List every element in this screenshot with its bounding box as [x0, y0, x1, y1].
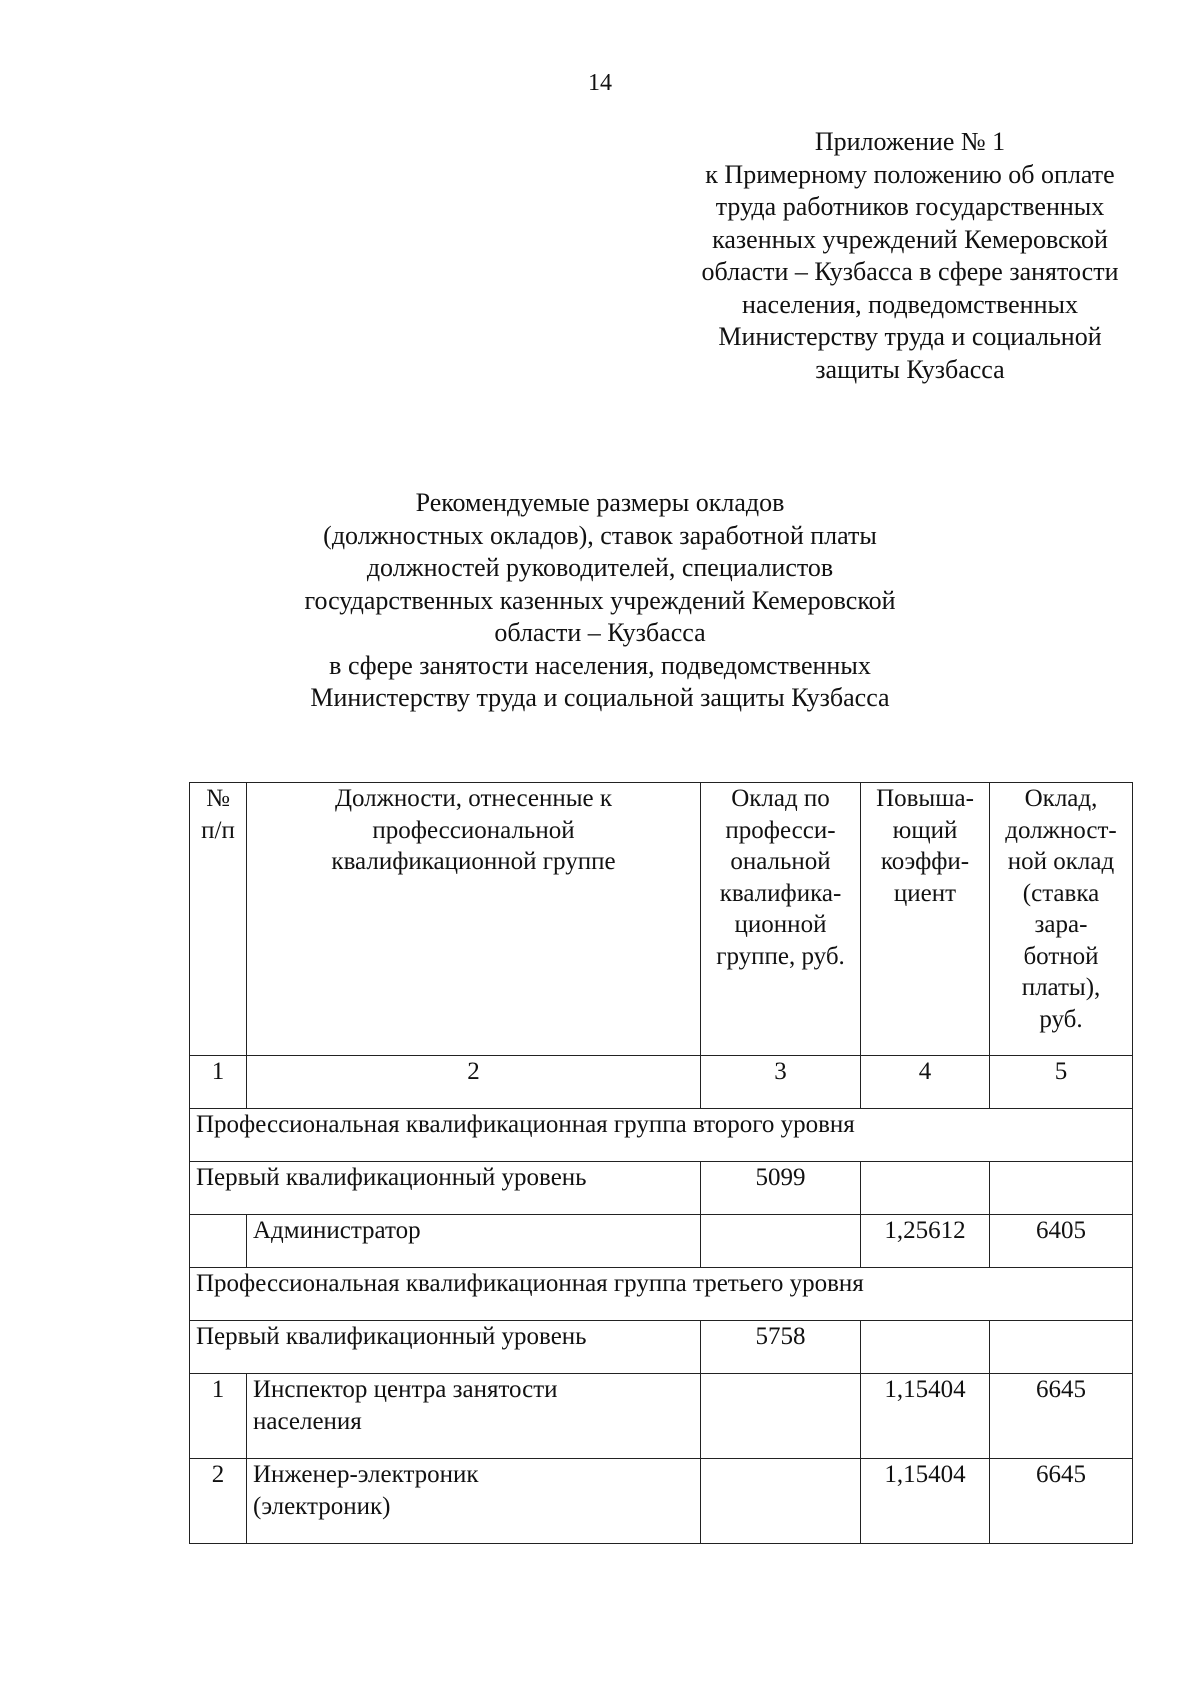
level-label: Первый квалификационный уровень	[190, 1162, 701, 1215]
group-title-row	[190, 1109, 1133, 1162]
column-number-row	[190, 1056, 1133, 1109]
empty-cell	[701, 1459, 861, 1544]
level-salary: 5099	[701, 1162, 861, 1215]
title-line: должностей руководителей, специалистов	[366, 553, 834, 582]
header-final-salary: Оклад, должност- ной оклад (ставка зара- ботной платы), руб.	[990, 783, 1133, 1056]
column-number: 5	[990, 1056, 1133, 1109]
header-coefficient: Повыша- ющий коэффи- циент	[861, 783, 990, 1056]
title-line: области – Кузбасса	[494, 618, 706, 647]
appendix-line: казенных учреждений Кемеровской	[712, 224, 1108, 254]
appendix-line: Приложение № 1	[814, 127, 1006, 156]
group-title: Профессиональная квалификационная группа второго уровня	[190, 1109, 1133, 1162]
appendix-line: защиты Кузбасса	[815, 354, 1005, 384]
row-salary: 6645	[990, 1459, 1133, 1544]
table-row	[190, 1374, 1133, 1459]
group-title: Профессиональная квалификационная группа третьего уровня	[190, 1268, 1133, 1321]
empty-cell	[861, 1162, 990, 1215]
title-line: в сфере занятости населения, подведомственных	[329, 650, 871, 680]
empty-cell	[701, 1215, 861, 1268]
appendix-header	[660, 126, 1160, 386]
title-line: Министерству труда и социальной защиты Кузбасса	[310, 683, 890, 712]
empty-cell	[701, 1374, 861, 1459]
row-position: Инспектор центра занятости населения	[247, 1374, 701, 1459]
empty-cell	[990, 1162, 1133, 1215]
table-header-row	[190, 783, 1133, 1056]
group-title-row	[190, 1268, 1133, 1321]
salary-table	[189, 782, 1133, 1544]
row-number	[190, 1215, 247, 1268]
document-title	[0, 487, 1200, 715]
header-base-salary: Оклад по професси- ональной квалифика- ционной группе, руб.	[701, 783, 861, 1056]
row-salary: 6405	[990, 1215, 1133, 1268]
title-line: Рекомендуемые размеры окладов	[415, 488, 785, 517]
appendix-line: труда работников государственных	[715, 192, 1105, 221]
row-number: 2	[190, 1459, 247, 1544]
column-number: 1	[190, 1056, 247, 1109]
level-row	[190, 1162, 1133, 1215]
column-number: 2	[247, 1056, 701, 1109]
column-number: 4	[861, 1056, 990, 1109]
level-row	[190, 1321, 1133, 1374]
page-number: 14	[588, 70, 612, 96]
header-positions: Должности, отнесенные к профессиональной квалификационной группе	[247, 783, 701, 1056]
row-coefficient: 1,15404	[861, 1459, 990, 1544]
row-coefficient: 1,15404	[861, 1374, 990, 1459]
row-coefficient: 1,25612	[861, 1215, 990, 1268]
empty-cell	[990, 1321, 1133, 1374]
row-position: Инженер-электроник (электроник)	[247, 1459, 701, 1544]
table-row	[190, 1215, 1133, 1268]
level-label: Первый квалификационный уровень	[190, 1321, 701, 1374]
appendix-line: Министерству труда и социальной	[718, 322, 1102, 351]
empty-cell	[861, 1321, 990, 1374]
row-salary: 6645	[990, 1374, 1133, 1459]
appendix-line: области – Кузбасса в сфере занятости	[701, 257, 1119, 286]
table-row	[190, 1459, 1133, 1544]
row-position: Администратор	[247, 1215, 701, 1268]
appendix-line: населения, подведомственных	[742, 289, 1078, 319]
level-salary: 5758	[701, 1321, 861, 1374]
title-line: государственных казенных учреждений Кемеровской	[304, 585, 896, 615]
header-number: № п/п	[190, 783, 247, 1056]
row-number: 1	[190, 1374, 247, 1459]
column-number: 3	[701, 1056, 861, 1109]
title-line: (должностных окладов), ставок заработной платы	[323, 520, 877, 550]
appendix-line: к Примерному положению об оплате	[705, 159, 1115, 189]
